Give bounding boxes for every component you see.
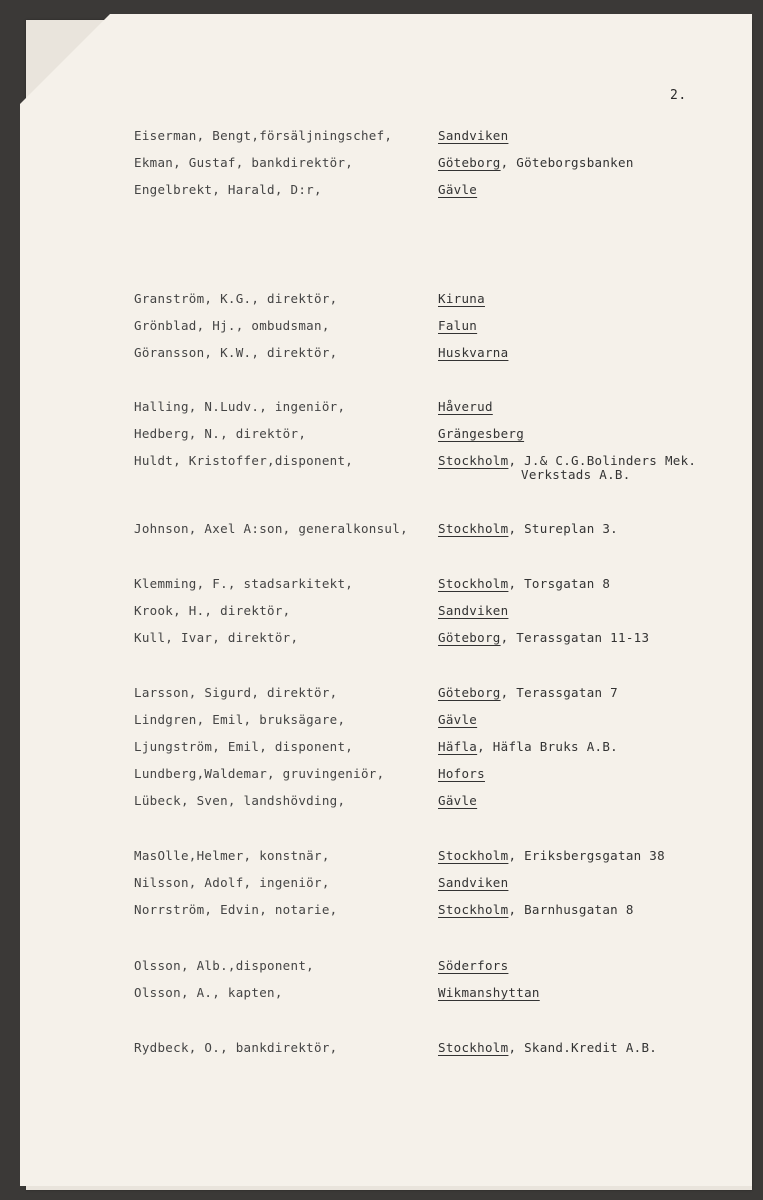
location <box>438 875 508 890</box>
city-name: Huskvarna <box>438 345 509 360</box>
person-name: MasOlle,Helmer, konstnär, <box>134 848 330 863</box>
person-name: Nilsson, Adolf, ingeniör, <box>134 875 330 890</box>
person-name: Lübeck, Sven, landshövding, <box>134 793 346 808</box>
person-name: Rydbeck, O., bankdirektör, <box>134 1040 338 1055</box>
list-item <box>0 399 763 426</box>
address-detail: , Eriksbergsgatan 38 <box>508 848 665 863</box>
list-item <box>0 902 763 929</box>
entry-group <box>0 848 763 929</box>
city-name: Håverud <box>438 399 493 414</box>
person-name: Eiserman, Bengt,försäljningschef, <box>134 128 393 143</box>
list-item <box>0 345 763 372</box>
list-item <box>0 182 763 209</box>
location <box>438 848 665 863</box>
location <box>438 985 540 1000</box>
list-item <box>0 521 763 548</box>
person-name: Olsson, Alb.,disponent, <box>134 958 314 973</box>
city-name: Stockholm <box>438 521 509 536</box>
list-item <box>0 426 763 453</box>
person-name: Johnson, Axel A:son, generalkonsul, <box>134 521 408 536</box>
city-name: Kiruna <box>438 291 485 306</box>
person-name: Göransson, K.W., direktör, <box>134 345 338 360</box>
location <box>438 902 634 917</box>
address-detail: , Terassgatan 7 <box>500 685 618 700</box>
location <box>438 345 508 360</box>
person-name: Granström, K.G., direktör, <box>134 291 338 306</box>
person-name: Larsson, Sigurd, direktör, <box>134 685 338 700</box>
page-number: 2. <box>670 88 687 103</box>
city-name: Göteborg <box>438 630 501 645</box>
city-name: Söderfors <box>438 958 509 973</box>
location <box>438 603 508 618</box>
city-name: Sandviken <box>438 128 509 143</box>
address-detail-continued: Verkstads A.B. <box>521 467 631 482</box>
list-item <box>0 875 763 902</box>
location <box>438 291 485 306</box>
entry-group <box>0 128 763 209</box>
city-name: Stockholm <box>438 902 509 917</box>
person-name: Lindgren, Emil, bruksägare, <box>134 712 346 727</box>
person-name: Ekman, Gustaf, bankdirektör, <box>134 155 354 170</box>
person-name: Klemming, F., stadsarkitekt, <box>134 576 354 591</box>
city-name: Sandviken <box>438 875 509 890</box>
person-name: Grönblad, Hj., ombudsman, <box>134 318 330 333</box>
list-item <box>0 453 763 480</box>
city-name: Falun <box>438 318 478 333</box>
city-name: Sandviken <box>438 603 509 618</box>
person-name: Kull, Ivar, direktör, <box>134 630 299 645</box>
address-detail: , Torsgatan 8 <box>508 576 611 591</box>
location <box>438 426 524 441</box>
city-name: Göteborg <box>438 155 501 170</box>
location <box>438 155 634 170</box>
person-name: Halling, N.Ludv., ingeniör, <box>134 399 346 414</box>
person-name: Olsson, A., kapten, <box>134 985 283 1000</box>
entry-group <box>0 521 763 548</box>
city-name: Gävle <box>438 712 478 727</box>
list-item <box>0 739 763 766</box>
person-name: Krook, H., direktör, <box>134 603 291 618</box>
list-item <box>0 291 763 318</box>
city-name: Göteborg <box>438 685 501 700</box>
location <box>438 521 618 536</box>
city-name: Wikmanshyttan <box>438 985 540 1000</box>
address-detail: , Skand.Kredit A.B. <box>508 1040 658 1055</box>
list-item <box>0 985 763 1012</box>
person-name: Norrström, Edvin, notarie, <box>134 902 338 917</box>
entry-group <box>0 1040 763 1067</box>
list-item <box>0 155 763 182</box>
list-item <box>0 848 763 875</box>
city-name: Häfla <box>438 739 478 754</box>
city-name: Stockholm <box>438 1040 509 1055</box>
list-item <box>0 630 763 657</box>
entry-group <box>0 399 763 480</box>
list-item <box>0 603 763 630</box>
location <box>438 182 477 197</box>
location <box>438 318 477 333</box>
location <box>438 712 477 727</box>
location <box>438 958 508 973</box>
person-name: Lundberg,Waldemar, gruvingeniör, <box>134 766 385 781</box>
location <box>438 793 477 808</box>
entry-group <box>0 291 763 372</box>
list-item <box>0 576 763 603</box>
city-name: Stockholm <box>438 453 509 468</box>
city-name: Hofors <box>438 766 485 781</box>
list-item <box>0 766 763 793</box>
entry-group <box>0 685 763 820</box>
address-detail: , Häfla Bruks A.B. <box>477 739 619 754</box>
city-name: Grängesberg <box>438 426 525 441</box>
location <box>438 739 618 754</box>
person-name: Ljungström, Emil, disponent, <box>134 739 354 754</box>
location <box>438 453 696 482</box>
entry-group <box>0 576 763 657</box>
address-detail: , Göteborgsbanken <box>500 155 634 170</box>
location <box>438 128 508 143</box>
person-name: Huldt, Kristoffer,disponent, <box>134 453 354 468</box>
location <box>438 399 493 414</box>
list-item <box>0 958 763 985</box>
city-name: Stockholm <box>438 848 509 863</box>
person-name: Engelbrekt, Harald, D:r, <box>134 182 322 197</box>
person-name: Hedberg, N., direktör, <box>134 426 307 441</box>
city-name: Gävle <box>438 793 478 808</box>
address-detail: , J.& C.G.Bolinders Mek. <box>508 453 697 468</box>
address-detail: , Terassgatan 11-13 <box>500 630 650 645</box>
entry-group <box>0 958 763 1012</box>
list-item <box>0 712 763 739</box>
list-item <box>0 1040 763 1067</box>
address-detail: , Stureplan 3. <box>508 521 618 536</box>
location <box>438 1040 657 1055</box>
location <box>438 630 649 645</box>
list-item <box>0 128 763 155</box>
location <box>438 766 485 781</box>
city-name: Stockholm <box>438 576 509 591</box>
list-item <box>0 793 763 820</box>
city-name: Gävle <box>438 182 478 197</box>
list-item <box>0 318 763 345</box>
location <box>438 576 610 591</box>
list-item <box>0 685 763 712</box>
location <box>438 685 618 700</box>
address-detail: , Barnhusgatan 8 <box>508 902 634 917</box>
